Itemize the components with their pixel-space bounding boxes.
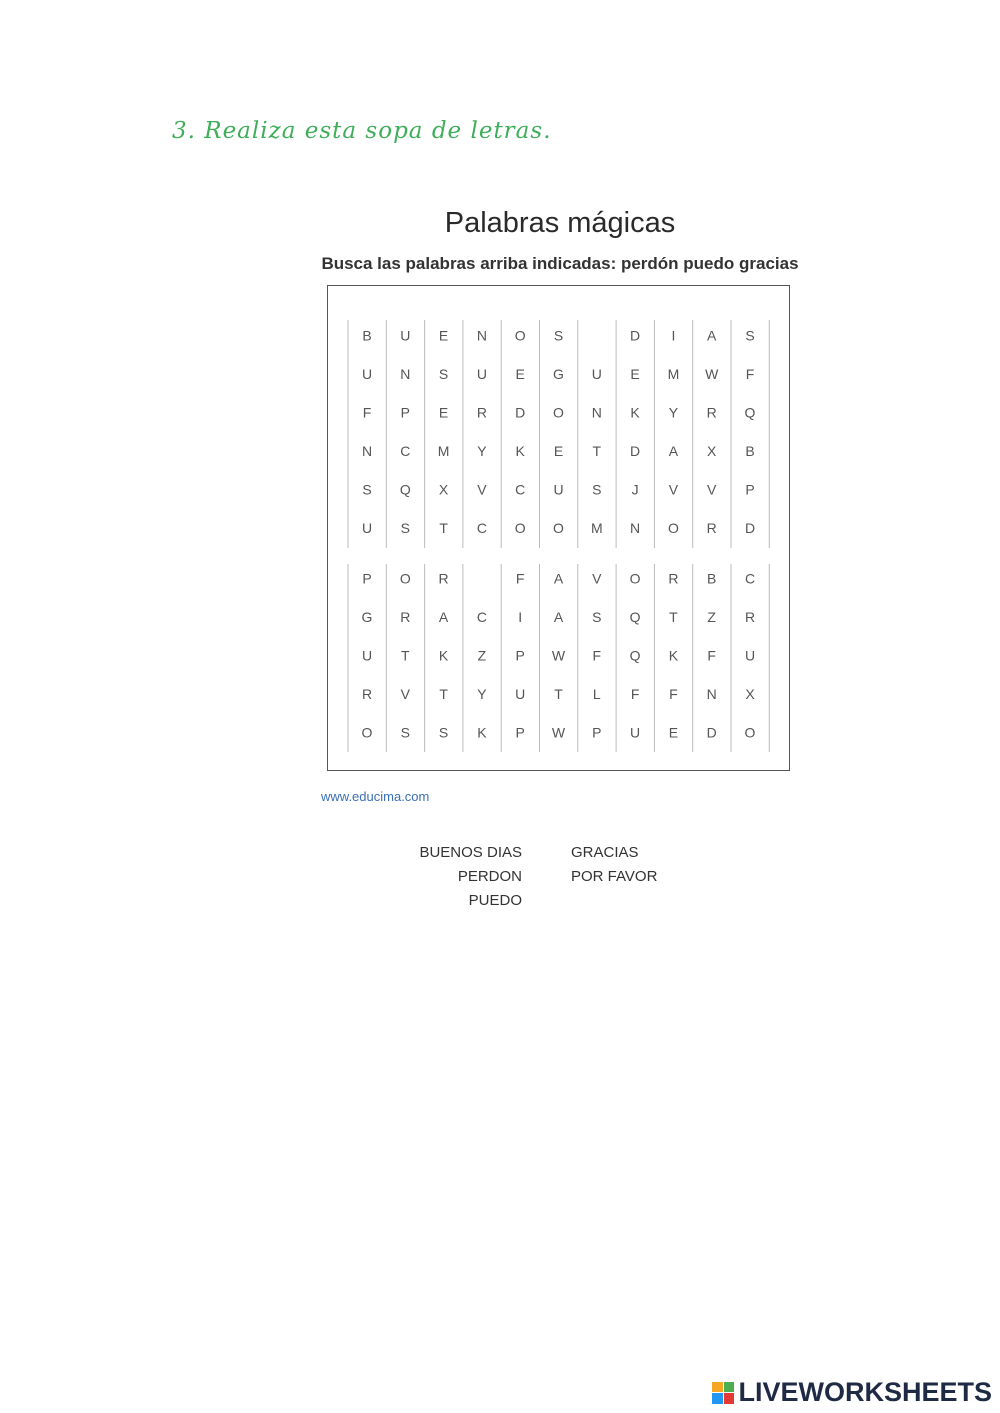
liveworksheets-brand bbox=[712, 1377, 992, 1408]
grid-letter[interactable]: U bbox=[591, 366, 602, 383]
grid-letter[interactable]: U bbox=[361, 520, 373, 537]
grid-letter[interactable]: N bbox=[591, 404, 602, 421]
grid-letter[interactable]: E bbox=[553, 443, 564, 460]
grid-letter[interactable]: T bbox=[669, 609, 678, 626]
grid-letter[interactable]: N bbox=[630, 520, 641, 537]
grid-letter[interactable]: F bbox=[669, 686, 678, 703]
grid-letter[interactable]: W bbox=[551, 647, 566, 664]
grid-letter[interactable]: F bbox=[362, 404, 372, 421]
grid-letter[interactable]: B bbox=[745, 443, 755, 460]
grid-letter[interactable]: F bbox=[515, 570, 525, 587]
instruction-text: 3. Realiza esta sopa de letras. bbox=[172, 118, 552, 144]
grid-letter[interactable]: Z bbox=[707, 609, 716, 626]
grid-letter[interactable]: M bbox=[437, 443, 450, 460]
grid-letter[interactable]: K bbox=[668, 647, 679, 664]
grid-letter[interactable]: P bbox=[400, 404, 410, 421]
word-search-grid bbox=[327, 285, 790, 771]
grid-letter[interactable]: T bbox=[592, 443, 602, 460]
grid-letter[interactable]: U bbox=[515, 686, 526, 703]
grid-letter[interactable]: N bbox=[476, 327, 487, 344]
word-list-left bbox=[380, 841, 522, 913]
grid-letter[interactable]: E bbox=[438, 327, 449, 344]
grid-letter[interactable]: N bbox=[361, 443, 373, 460]
grid-letter[interactable]: C bbox=[744, 570, 756, 587]
grid-letter[interactable]: O bbox=[553, 520, 564, 537]
grid-letter[interactable]: T bbox=[439, 686, 448, 703]
grid-letter[interactable]: Z bbox=[477, 647, 487, 664]
word-list-item: GRACIAS bbox=[571, 844, 639, 861]
puzzle-subtitle: Busca las palabras arriba indicadas: perdón puedo gracias bbox=[321, 254, 799, 273]
grid-letter[interactable]: S bbox=[745, 327, 755, 344]
grid-letter[interactable]: U bbox=[553, 481, 564, 498]
grid-letter[interactable]: B bbox=[707, 570, 717, 587]
grid-letter[interactable]: F bbox=[707, 647, 716, 664]
grid-letter[interactable]: R bbox=[438, 570, 449, 587]
grid-letter[interactable]: G bbox=[361, 609, 373, 626]
grid-letter[interactable]: N bbox=[706, 686, 717, 703]
word-list-item: PERDON bbox=[457, 868, 522, 885]
grid-letter[interactable]: A bbox=[553, 609, 564, 626]
grid-letter[interactable]: R bbox=[361, 686, 373, 703]
liveworksheets-logo-icon bbox=[712, 1382, 734, 1404]
grid-letter[interactable]: C bbox=[476, 609, 487, 626]
grid-letter[interactable]: D bbox=[515, 404, 526, 421]
grid-letter[interactable]: K bbox=[515, 443, 525, 460]
grid-letter[interactable]: D bbox=[706, 724, 717, 741]
grid-letter[interactable]: Q bbox=[629, 609, 641, 626]
grid-letter[interactable]: D bbox=[744, 520, 756, 537]
grid-letter[interactable]: U bbox=[630, 724, 641, 741]
grid-letter[interactable]: O bbox=[361, 724, 373, 741]
word-list-right bbox=[571, 841, 657, 889]
grid-letter[interactable]: K bbox=[630, 404, 640, 421]
grid-letter[interactable]: A bbox=[438, 609, 449, 626]
grid-letter[interactable]: E bbox=[630, 366, 640, 383]
grid-letter[interactable]: A bbox=[707, 327, 717, 344]
grid-letter[interactable]: D bbox=[630, 443, 641, 460]
grid-letter[interactable]: L bbox=[592, 686, 601, 703]
grid-letter[interactable]: J bbox=[631, 481, 639, 498]
word-search-svg bbox=[328, 286, 791, 772]
grid-letter[interactable]: E bbox=[438, 404, 449, 421]
source-link[interactable]: www.educima.com bbox=[321, 789, 430, 804]
grid-letter[interactable]: O bbox=[629, 570, 641, 587]
grid-letter[interactable]: N bbox=[400, 366, 411, 383]
grid-letter[interactable]: X bbox=[745, 686, 755, 703]
grid-letter[interactable]: M bbox=[667, 366, 680, 383]
grid-letter[interactable]: K bbox=[438, 647, 449, 664]
grid-letter[interactable]: Q bbox=[744, 404, 756, 421]
grid-letter[interactable]: M bbox=[590, 520, 603, 537]
grid-letter[interactable]: S bbox=[592, 609, 602, 626]
grid-letter[interactable]: U bbox=[476, 366, 487, 383]
grid-letter[interactable]: C bbox=[400, 443, 411, 460]
grid-letter[interactable]: U bbox=[744, 647, 756, 664]
grid-letter[interactable]: P bbox=[592, 724, 602, 741]
grid-letter[interactable]: V bbox=[707, 481, 717, 498]
grid-letter[interactable]: S bbox=[438, 366, 449, 383]
brand-name: LIVEWORKSHEETS bbox=[738, 1377, 992, 1407]
grid-letter[interactable]: T bbox=[554, 686, 563, 703]
grid-letter[interactable]: C bbox=[476, 520, 487, 537]
grid-letter[interactable]: R bbox=[744, 609, 756, 626]
grid-letter[interactable]: S bbox=[438, 724, 449, 741]
word-list-item: POR FAVOR bbox=[571, 868, 658, 885]
grid-letter[interactable]: Y bbox=[477, 686, 487, 703]
grid-letter[interactable]: A bbox=[668, 443, 679, 460]
grid-letter[interactable]: R bbox=[706, 404, 717, 421]
grid-letter[interactable]: C bbox=[515, 481, 526, 498]
grid-letter[interactable]: U bbox=[400, 327, 411, 344]
grid-letter[interactable]: K bbox=[477, 724, 487, 741]
word-list-item: PUEDO bbox=[468, 892, 522, 909]
grid-letter[interactable]: S bbox=[362, 481, 372, 498]
grid-letter[interactable]: D bbox=[630, 327, 641, 344]
grid-letter[interactable]: P bbox=[515, 724, 525, 741]
grid-letter[interactable]: O bbox=[667, 520, 679, 537]
grid-letter[interactable]: W bbox=[551, 724, 566, 741]
grid-letter[interactable]: Q bbox=[399, 481, 411, 498]
grid-letter[interactable]: Q bbox=[629, 647, 641, 664]
grid-letter[interactable]: O bbox=[399, 570, 411, 587]
grid-letter[interactable]: Y bbox=[668, 404, 679, 421]
grid-letter[interactable]: S bbox=[400, 520, 410, 537]
grid-letter[interactable]: P bbox=[745, 481, 755, 498]
grid-letter[interactable]: X bbox=[438, 481, 449, 498]
grid-letter[interactable]: V bbox=[477, 481, 487, 498]
grid-letter[interactable]: P bbox=[515, 647, 525, 664]
grid-letter[interactable]: A bbox=[553, 570, 564, 587]
grid-letter[interactable]: V bbox=[668, 481, 679, 498]
grid-letter[interactable]: R bbox=[476, 404, 487, 421]
grid-letter[interactable]: T bbox=[439, 520, 448, 537]
grid-letter[interactable]: I bbox=[518, 609, 523, 626]
grid-letter[interactable]: X bbox=[707, 443, 717, 460]
grid-letter[interactable]: T bbox=[401, 647, 410, 664]
grid-letter[interactable]: O bbox=[514, 327, 526, 344]
grid-letter[interactable]: R bbox=[668, 570, 679, 587]
grid-letter[interactable]: E bbox=[515, 366, 525, 383]
grid-letter[interactable]: S bbox=[400, 724, 410, 741]
grid-letter[interactable]: O bbox=[744, 724, 756, 741]
grid-letter[interactable]: G bbox=[553, 366, 564, 383]
word-list-item: BUENOS DIAS bbox=[419, 844, 522, 861]
grid-letter[interactable]: U bbox=[361, 647, 373, 664]
grid-letter[interactable]: B bbox=[362, 327, 372, 344]
grid-letter[interactable]: F bbox=[592, 647, 602, 664]
grid-letter[interactable]: O bbox=[514, 520, 526, 537]
grid-letter[interactable]: R bbox=[706, 520, 717, 537]
grid-letter[interactable]: W bbox=[705, 366, 719, 383]
grid-letter[interactable]: S bbox=[592, 481, 602, 498]
puzzle-title: Palabras mágicas bbox=[444, 207, 676, 239]
grid-letter[interactable]: O bbox=[553, 404, 564, 421]
grid-letter[interactable]: F bbox=[630, 686, 640, 703]
grid-letter[interactable]: S bbox=[553, 327, 564, 344]
grid-letter[interactable]: E bbox=[668, 724, 679, 741]
grid-letter[interactable]: V bbox=[592, 570, 602, 587]
grid-letter[interactable]: Y bbox=[477, 443, 487, 460]
grid-letter[interactable]: I bbox=[671, 327, 676, 344]
grid-letter[interactable]: F bbox=[745, 366, 755, 383]
grid-letter[interactable]: R bbox=[400, 609, 411, 626]
grid-letter[interactable]: P bbox=[362, 570, 372, 587]
grid-letter[interactable]: U bbox=[361, 366, 373, 383]
grid-letter[interactable]: V bbox=[400, 686, 410, 703]
